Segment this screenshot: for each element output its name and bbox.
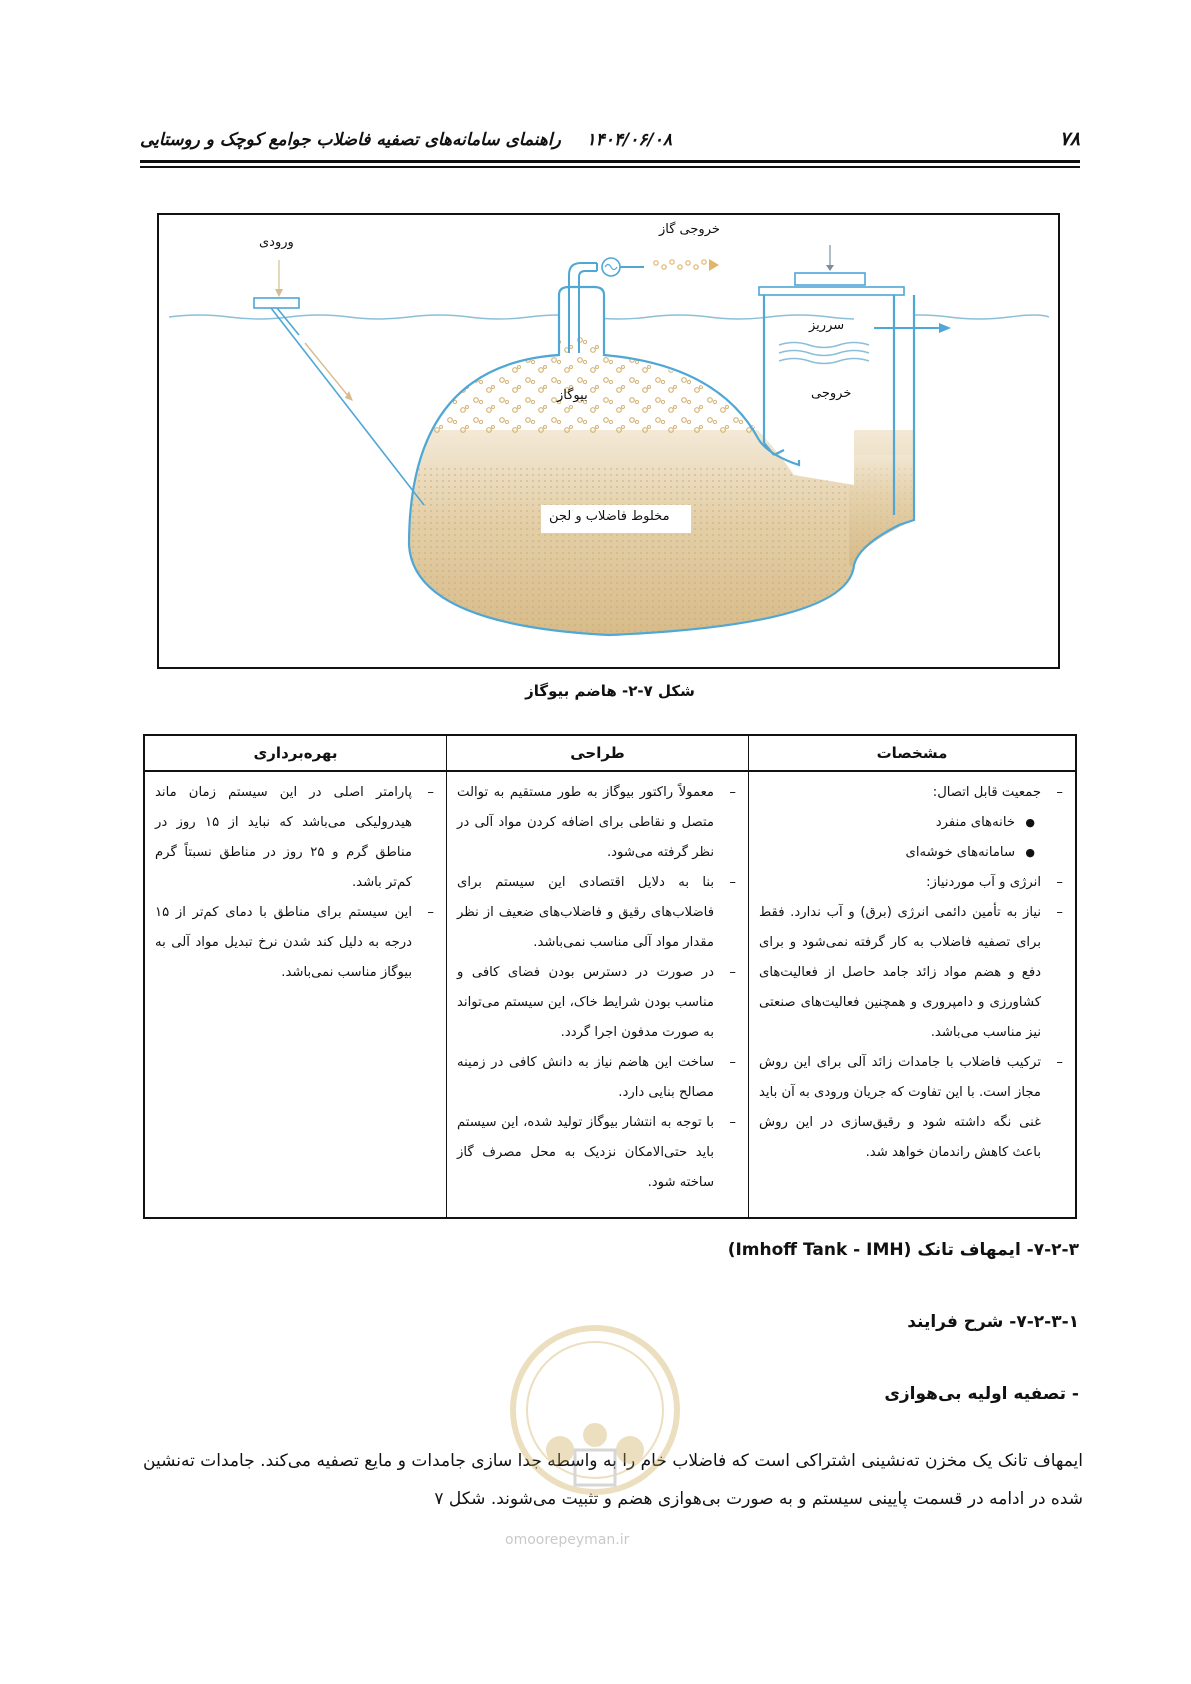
book-title: راهنمای سامانه‌های تصفیه فاضلاب جوامع کوچک و روستایی xyxy=(140,130,561,150)
table-list-item: – ساخت این هاضم نیاز به دانش کافی در زمینه مصالح بنایی دارد. xyxy=(457,1048,736,1108)
header-rule-thin xyxy=(140,166,1080,168)
overflow-label: سرریز xyxy=(809,318,845,333)
biogas-label: بیوگاز xyxy=(557,388,588,403)
table-bullet-item: ● سامانه‌های خوشه‌ای xyxy=(759,838,1063,868)
spec-table xyxy=(143,734,1077,1219)
body-paragraph: ایمهاف تانک یک مخزن ته‌نشینی اشتراکی است که فاضلاب خام را به واسطه جدا سازی جامدات و مایع تصفیه می‌کند. جامدات ته‌نشین شده در ادامه در قسمت پایینی سیستم و به صورت بی‌هوازی هضم و تثبیت می‌شوند. شکل ۷ xyxy=(143,1451,1083,1509)
page-header xyxy=(140,128,1080,162)
table-list-item: – با توجه به انتشار بیوگاز تولید شده، این سیستم باید حتی‌الامکان نزدیک به محل مصرف گاز ساخته شود. xyxy=(457,1108,736,1198)
table-list-item: – انرژی و آب موردنیاز: xyxy=(759,868,1063,898)
column-design xyxy=(446,736,748,1217)
figure-caption: شکل ۷-۲- هاضم بیوگاز xyxy=(525,682,695,700)
header-rule-thick xyxy=(140,160,1080,163)
table-list-item: – در صورت در دسترس بودن فضای کافی و مناسب بودن شرایط خاک، این سیستم می‌تواند به صورت مدفون اجرا گردد. xyxy=(457,958,736,1048)
column-body xyxy=(749,772,1075,1168)
column-header: طراحی xyxy=(447,736,748,772)
column-body xyxy=(447,772,748,1198)
watermark-seal-icon xyxy=(480,1300,710,1530)
biogas-digester-figure xyxy=(157,213,1060,669)
column-header: مشخصات xyxy=(749,736,1075,772)
column-specs xyxy=(748,736,1075,1217)
table-list-item: – معمولاً راکتور بیوگاز به طور مستقیم به توالت متصل و نقاطی برای اضافه کردن مواد آلی در نظر گرفته می‌شود. xyxy=(457,778,736,868)
table-bullet-item: ● خانه‌های منفرد xyxy=(759,808,1063,838)
outlet-label: خروجی xyxy=(811,386,852,401)
subsection-heading: ۷-۲-۳-۱- شرح فرایند xyxy=(907,1312,1079,1332)
table-list-item: – جمعیت قابل اتصال: xyxy=(759,778,1063,808)
column-operation xyxy=(145,736,446,1217)
watermark-text: omoorepeyman.ir xyxy=(505,1532,630,1548)
table-list-item: – بنا به دلایل اقتصادی این سیستم برای فاضلاب‌های رقیق و فاضلاب‌های ضعیف از نظر مقدار مواد آلی مناسب نمی‌باشد. xyxy=(457,868,736,958)
table-list-item: – ترکیب فاضلاب با جامدات زائد آلی برای این روش مجاز است. با این تفاوت که جریان ورودی به آن باید غنی نگه داشته شود و رقیق‌سازی در این روش باعث کاهش راندمان خواهد شد. xyxy=(759,1048,1063,1168)
minor-heading: - تصفیه اولیه بی‌هوازی xyxy=(884,1384,1079,1404)
table-list-item: – پارامتر اصلی در این سیستم زمان ماند هیدرولیکی می‌باشد که نباید از ۱۵ روز در مناطق گرم و ۲۵ روز در مناطق نسبتاً گرم کم‌تر باشد. xyxy=(155,778,434,898)
gas-outlet-label: خروجی گاز xyxy=(659,222,720,237)
table-list-item: – نیاز به تأمین دائمی انرژی (برق) و آب ندارد. فقط برای تصفیه فاضلاب به کار گرفته نمی‌شود و برای دفع و هضم مواد زائد جامد حاصل از فعالیت‌های کشاورزی و دامپروری و همچنین فعالیت‌های صنعتی نیز مناسب می‌باشد. xyxy=(759,898,1063,1048)
table-list-item: – این سیستم برای مناطق با دمای کم‌تر از ۱۵ درجه به دلیل کند شدن نرخ تبدیل مواد آلی به بیوگاز مناسب نمی‌باشد. xyxy=(155,898,434,988)
header-date: ۱۴۰۴/۰۶/۰۸ xyxy=(586,130,672,150)
mixture-label: مخلوط فاضلاب و لجن xyxy=(549,509,670,524)
digester-diagram xyxy=(159,215,1058,667)
page-number: ۷۸ xyxy=(1059,128,1080,150)
column-body xyxy=(145,772,446,988)
section-heading: ۷-۲-۳- ایمهاف تانک (Imhoff Tank - IMH) xyxy=(727,1240,1079,1260)
column-header: بهره‌برداری xyxy=(145,736,446,772)
watermark xyxy=(480,1300,710,1560)
inlet-label: ورودی xyxy=(259,235,294,250)
